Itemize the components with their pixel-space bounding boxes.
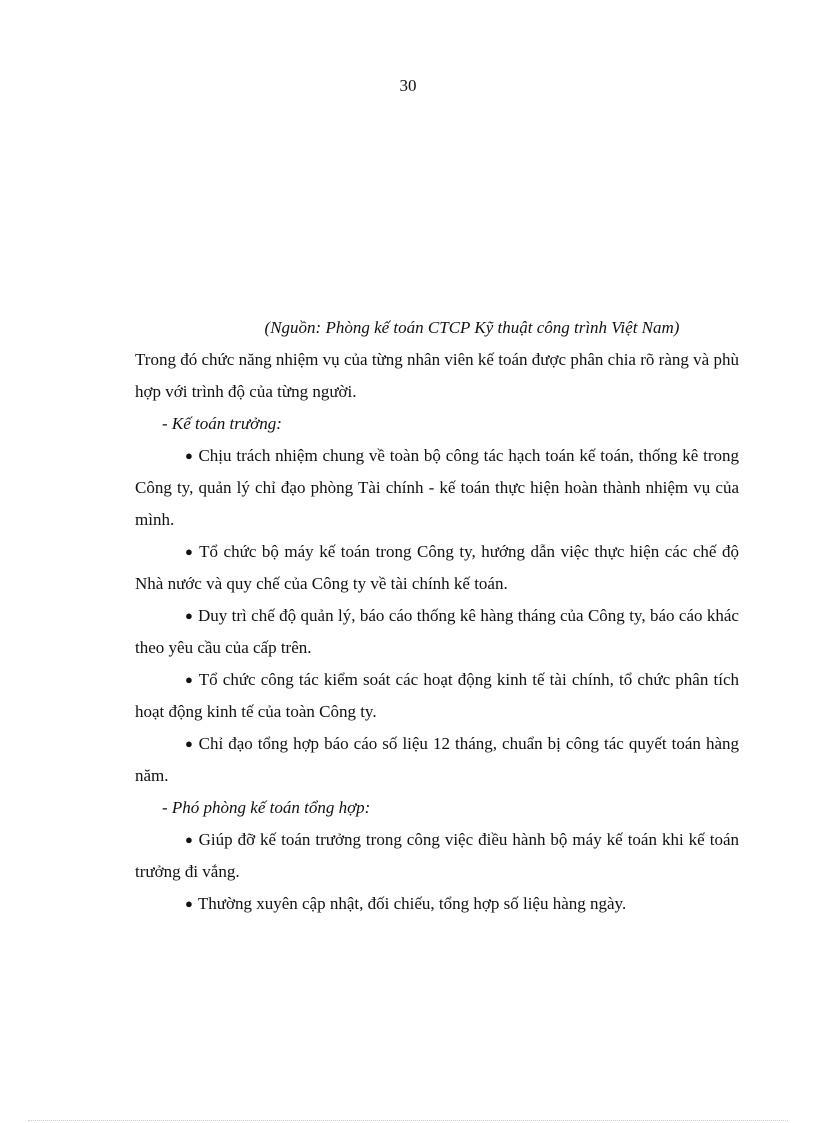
list-item: ● Giúp đỡ kế toán trưởng trong công việc điều hành bộ máy kế toán khi kế toán trưởng đi vắng. <box>135 830 739 881</box>
page-number: 30 <box>399 76 417 95</box>
bullet-icon: ● <box>185 896 193 911</box>
footer-divider <box>28 1120 788 1121</box>
source-note: (Nguồn: Phòng kế toán CTCP Kỹ thuật công trình Việt Nam) <box>264 318 680 337</box>
list-item: ● Chịu trách nhiệm chung về toàn bộ công tác hạch toán kế toán, thống kê trong Công ty, quản lý chỉ đạo phòng Tài chính - kế toán thực hiện hoàn thành nhiệm vụ của mình. <box>135 446 739 529</box>
bullet-icon: ● <box>185 832 194 847</box>
list-item: ● Duy trì chế độ quản lý, báo cáo thống kê hàng tháng của Công ty, báo cáo khác theo yêu cầu của cấp trên. <box>135 606 739 657</box>
intro-paragraph: Trong đó chức năng nhiệm vụ của từng nhân viên kế toán được phân chia rõ ràng và phù hợp với trình độ của từng người. <box>135 350 739 401</box>
list-item: ● Tổ chức công tác kiểm soát các hoạt động kinh tế tài chính, tổ chức phân tích hoạt động kinh tế của toàn Công ty. <box>135 670 739 721</box>
list-item: ● Thường xuyên cập nhật, đối chiếu, tổng hợp số liệu hàng ngày. <box>185 894 627 913</box>
section-heading-chief-accountant: - Kế toán trưởng: <box>162 414 282 433</box>
bullet-icon: ● <box>185 544 195 559</box>
bullet-icon: ● <box>185 672 194 687</box>
bullet-icon: ● <box>185 448 194 463</box>
list-item: ● Tổ chức bộ máy kế toán trong Công ty, hướng dẫn việc thực hiện các chế độ Nhà nước và quy chế của Công ty về tài chính kế toán. <box>135 542 740 593</box>
section-heading-deputy-head: - Phó phòng kế toán tổng hợp: <box>162 798 371 817</box>
bullet-icon: ● <box>185 608 193 623</box>
list-item: ● Chỉ đạo tổng hợp báo cáo số liệu 12 tháng, chuẩn bị công tác quyết toán hàng năm. <box>135 734 739 785</box>
bullet-icon: ● <box>185 736 194 751</box>
document-body <box>135 312 739 920</box>
